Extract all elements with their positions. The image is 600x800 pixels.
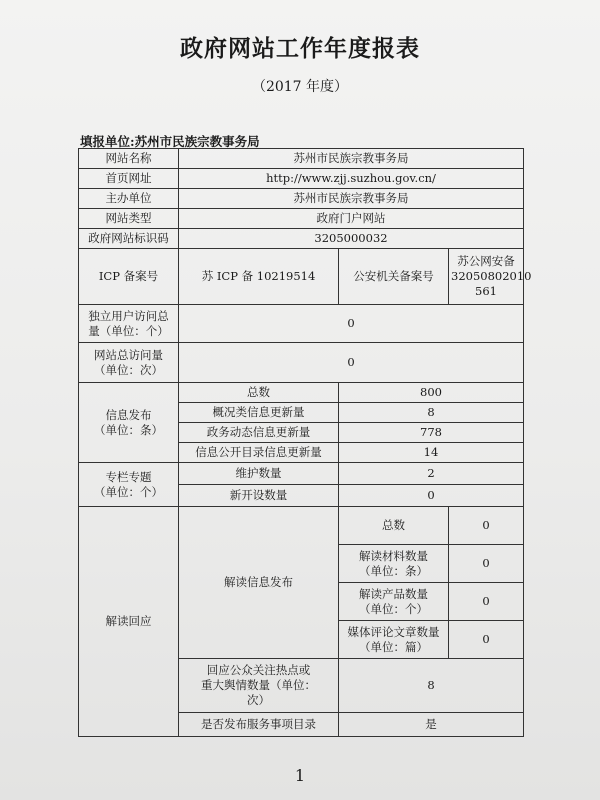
homepage-label: 首页网址 <box>79 169 179 189</box>
media-value: 0 <box>449 621 524 659</box>
label-line: 网站总访问量 <box>94 347 163 362</box>
label-line: 媒体评论文章数量 <box>347 624 440 639</box>
table-row <box>79 507 524 545</box>
icp-label: ICP 备案号 <box>79 249 179 305</box>
label-line: 量（单位：个） <box>88 323 169 338</box>
service-catalog-label: 是否发布服务事项目录 <box>179 713 339 737</box>
page-title: 政府网站工作年度报表 <box>180 35 420 62</box>
materials-label <box>339 545 449 583</box>
disclosure-label: 信息公开目录信息更新量 <box>179 443 339 463</box>
site-type-value: 政府门户网站 <box>179 209 524 229</box>
column-maintained-value: 2 <box>339 463 524 485</box>
label-line: 解读产品数量 <box>359 586 428 601</box>
label-line: 解读材料数量 <box>359 548 428 563</box>
report-table <box>78 148 532 737</box>
interpret-total-label: 总数 <box>339 507 449 545</box>
info-publish-label <box>79 383 179 463</box>
icp-value: 苏 ICP 备 10219514 <box>179 249 339 305</box>
reporting-unit-value: 苏州市民族宗教事务局 <box>134 134 260 149</box>
media-label <box>339 621 449 659</box>
report-year: （2017 年度） <box>251 79 349 95</box>
interpret-total-value: 0 <box>449 507 524 545</box>
police-record-line: 561 <box>475 284 497 298</box>
table-row <box>79 305 524 343</box>
table-row <box>79 463 524 485</box>
host-label: 主办单位 <box>79 189 179 209</box>
label-line: 信息发布 <box>105 407 152 422</box>
homepage-value: http://www.zjj.suzhou.gov.cn/ <box>179 169 524 189</box>
site-name-value: 苏州市民族宗教事务局 <box>179 149 524 169</box>
police-record-line: 苏公网安备 <box>457 254 515 268</box>
label-line: （单位：个） <box>94 484 163 499</box>
table-row <box>79 343 524 383</box>
site-code-value: 3205000032 <box>179 229 524 249</box>
page-number: 1 <box>294 766 306 785</box>
label-line: 专栏专题 <box>105 469 152 484</box>
label-line: 回应公众关注热点或 <box>206 663 311 677</box>
overview-label: 概况类信息更新量 <box>179 403 339 423</box>
reporting-unit-label: 填报单位: <box>80 134 135 149</box>
label-line: （单位：条） <box>359 563 428 578</box>
info-total-value: 800 <box>339 383 524 403</box>
products-value: 0 <box>449 583 524 621</box>
unique-visitors-value: 0 <box>179 305 524 343</box>
host-value: 苏州市民族宗教事务局 <box>179 189 524 209</box>
table-row <box>79 229 524 249</box>
label-line: 独立用户访问总 <box>88 308 169 323</box>
column-maintained-label: 维护数量 <box>179 463 339 485</box>
interpret-publish-label: 解读信息发布 <box>179 507 339 659</box>
interpret-label: 解读回应 <box>79 507 179 737</box>
materials-value: 0 <box>449 545 524 583</box>
site-code-label: 政府网站标识码 <box>79 229 179 249</box>
label-line: （单位：篇） <box>359 639 428 654</box>
table-row <box>79 249 524 305</box>
unique-visitors-label <box>79 305 179 343</box>
dynamics-label: 政务动态信息更新量 <box>179 423 339 443</box>
site-type-label: 网站类型 <box>79 209 179 229</box>
table-row <box>79 189 524 209</box>
label-line: 重大舆情数量（单位： <box>201 678 316 692</box>
disclosure-value: 14 <box>339 443 524 463</box>
total-visits-value: 0 <box>179 343 524 383</box>
table-row <box>79 209 524 229</box>
products-label <box>339 583 449 621</box>
response-label <box>179 659 339 713</box>
police-record-label: 公安机关备案号 <box>339 249 449 305</box>
column-label <box>79 463 179 507</box>
label-line: （单位：条） <box>94 422 163 437</box>
total-visits-label <box>79 343 179 383</box>
table-row <box>79 383 524 403</box>
column-new-value: 0 <box>339 485 524 507</box>
column-new-label: 新开设数量 <box>179 485 339 507</box>
label-line: 次） <box>247 693 270 707</box>
response-value: 8 <box>339 659 524 713</box>
overview-value: 8 <box>339 403 524 423</box>
dynamics-value: 778 <box>339 423 524 443</box>
police-record-line: 32050802010 <box>451 269 532 283</box>
label-line: （单位：次） <box>94 362 163 377</box>
service-catalog-value: 是 <box>339 713 524 737</box>
table-row <box>79 169 524 189</box>
label-line: （单位：个） <box>359 601 428 616</box>
police-record-value <box>449 249 532 305</box>
table-row <box>79 149 524 169</box>
site-name-label: 网站名称 <box>79 149 179 169</box>
info-total-label: 总数 <box>179 383 339 403</box>
